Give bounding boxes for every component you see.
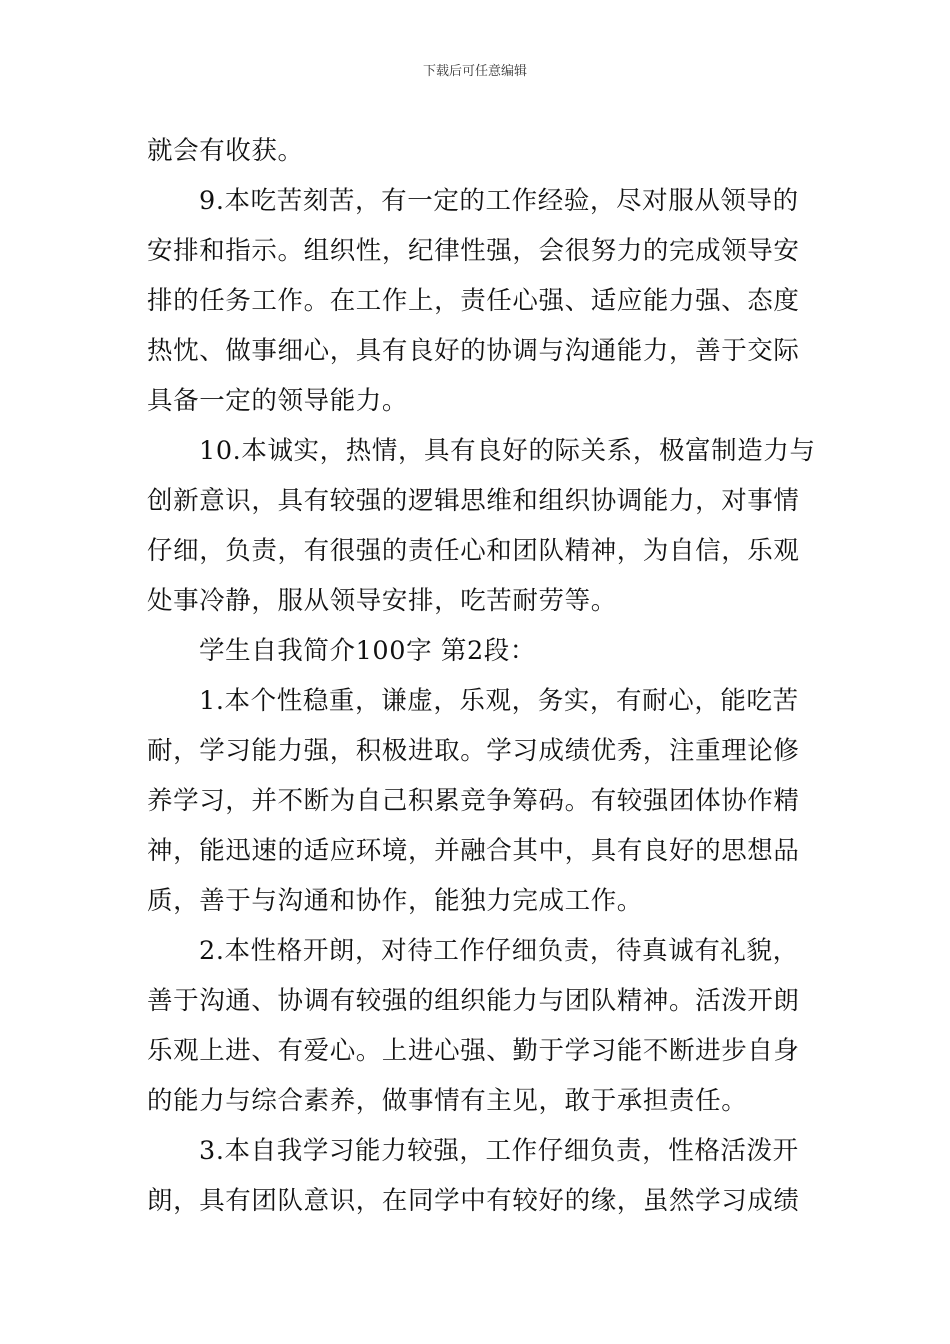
paragraph-start-line: 3.本自我学习能力较强，工作仔细负责，性格活泼开 bbox=[199, 1136, 799, 1166]
text-line: 热忱、做事细心，具有良好的协调与沟通能力，善于交际 bbox=[147, 336, 800, 366]
text-line: 养学习，并不断为自己积累竞争筹码。有较强团体协作精 bbox=[147, 786, 800, 816]
text-line: 创新意识，具有较强的逻辑思维和组织协调能力，对事情 bbox=[147, 486, 800, 516]
page-header: 下载后可任意编辑 bbox=[422, 64, 527, 79]
text-line: 安排和指示。组织性，纪律性强，会很努力的完成领导安 bbox=[147, 236, 800, 266]
text-line: 耐，学习能力强，积极进取。学习成绩优秀，注重理论修 bbox=[147, 736, 800, 766]
text-line: 乐观上进、有爱心。上进心强、勤于学习能不断进步自身 bbox=[147, 1036, 800, 1066]
document-body bbox=[147, 126, 816, 1226]
text-line: 朗，具有团队意识，在同学中有较好的缘，虽然学习成绩 bbox=[147, 1186, 800, 1216]
section-heading: 学生自我简介100字 第2段： bbox=[199, 636, 537, 666]
paragraph-start-line: 9.本吃苦刻苦，有一定的工作经验，尽对服从领导的 bbox=[199, 186, 799, 216]
text-line: 排的任务工作。在工作上，责任心强、适应能力强、态度 bbox=[147, 286, 800, 316]
paragraph-start-line: 1.本个性稳重，谦虚，乐观，务实，有耐心，能吃苦 bbox=[199, 686, 799, 716]
text-line: 神，能迅速的适应环境，并融合其中，具有良好的思想品 bbox=[147, 836, 800, 866]
text-line: 就会有收获。 bbox=[147, 136, 304, 166]
paragraph-start-line: 2.本性格开朗，对待工作仔细负责，待真诚有礼貌， bbox=[199, 936, 799, 966]
text-line: 的能力与综合素养，做事情有主见，敢于承担责任。 bbox=[147, 1086, 748, 1116]
text-line: 善于沟通、协调有较强的组织能力与团队精神。活泼开朗 bbox=[147, 986, 800, 1016]
text-line: 处事冷静，服从领导安排，吃苦耐劳等。 bbox=[147, 586, 617, 616]
text-line: 具备一定的领导能力。 bbox=[147, 386, 409, 416]
paragraph-start-line: 10.本诚实，热情，具有良好的际关系，极富制造力与 bbox=[199, 436, 816, 466]
text-line: 质，善于与沟通和协作，能独力完成工作。 bbox=[147, 886, 643, 916]
text-line: 仔细，负责，有很强的责任心和团队精神，为自信，乐观 bbox=[147, 536, 800, 566]
